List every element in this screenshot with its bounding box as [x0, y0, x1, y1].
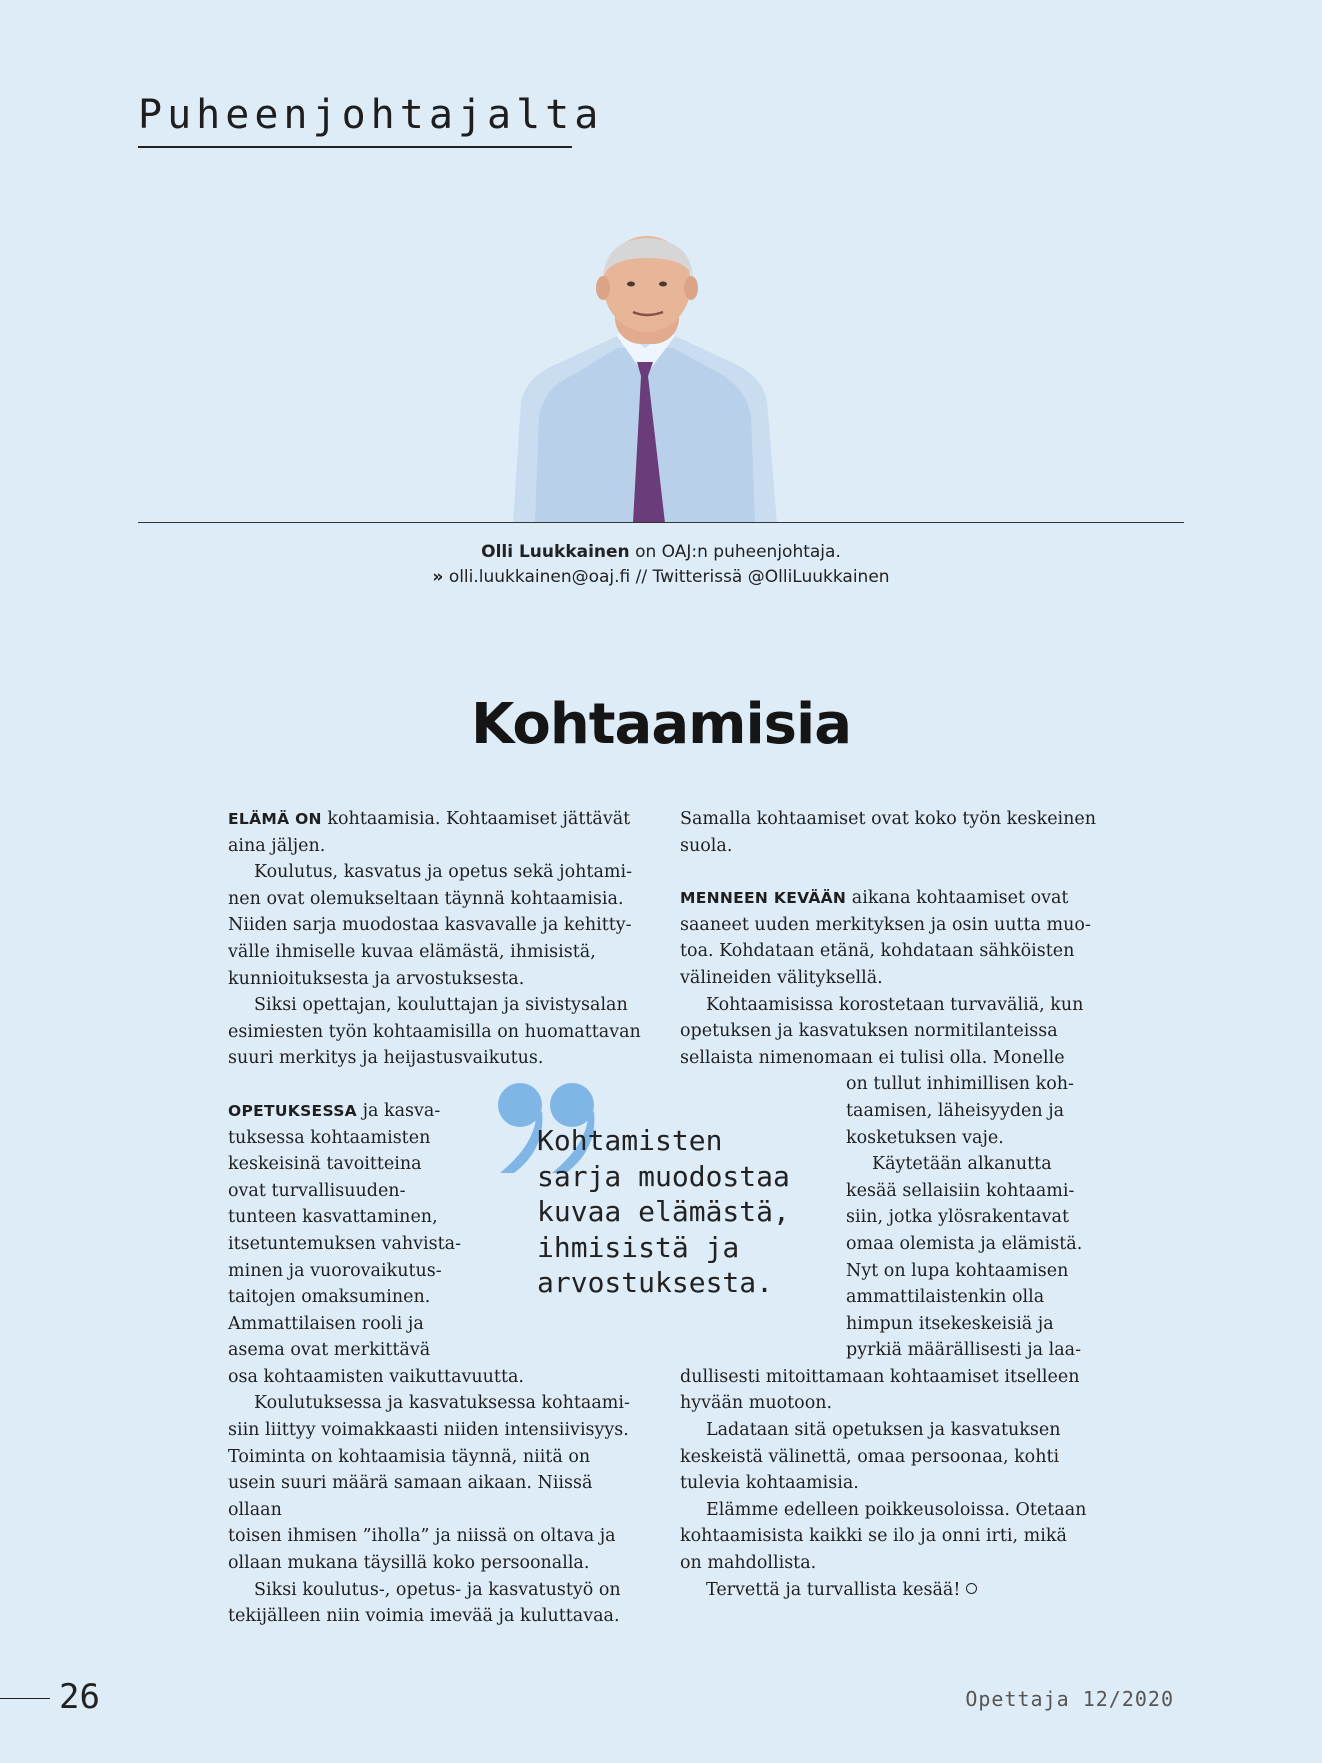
section-title: Puheenjohtajalta: [138, 92, 604, 138]
text-line: keskeisinä tavoitteina: [228, 1154, 422, 1175]
folio-rule: [0, 1698, 50, 1699]
author-contact-line: [0, 567, 1322, 587]
author-name: Olli Luukkainen: [481, 542, 630, 562]
text-line: opetuksen ja kasvatuksen normitilanteissa: [680, 1021, 1058, 1042]
text-line: suuri merkitys ja heijastusvaikutus.: [228, 1048, 544, 1069]
arrow-marker: »: [432, 567, 444, 587]
author-role: on OAJ:n puheenjohtaja.: [635, 542, 841, 562]
text-line: Toiminta on kohtaamisia täynnä, niitä on: [228, 1446, 591, 1467]
text-line: Koulutuksessa ja kasvatuksessa kohtaami-: [254, 1393, 630, 1414]
text-line: itsetuntemuksen vahvista-: [228, 1233, 462, 1254]
text-line: siin liittyy voimakkaasti niiden intensiivisyys.: [228, 1420, 629, 1441]
text-line: asema ovat merkittävä: [228, 1340, 431, 1361]
text-line: sellaista nimenomaan ei tulisi olla. Monelle: [680, 1047, 1065, 1068]
text-line: ja kasva-: [362, 1100, 441, 1121]
text-line: minen ja vuorovaikutus-: [228, 1260, 442, 1281]
magazine-issue: Opettaja 12/2020: [965, 1687, 1174, 1711]
text-line: hyvään muotoon.: [680, 1393, 833, 1414]
paragraph: [228, 859, 648, 992]
text-line: Käytetään alkanutta: [872, 1154, 1052, 1175]
text-line: pyrkiä määrällisesti ja laa-: [846, 1340, 1082, 1361]
text-line: Nyt on lupa kohtaamisen: [846, 1260, 1069, 1281]
text-line: omaa olemista ja elämistä.: [846, 1233, 1083, 1254]
pull-quote-line: sarja muodostaa: [537, 1159, 790, 1193]
text-line: kunnioituksesta ja arvostuksesta.: [228, 968, 525, 989]
paragraph: [228, 992, 648, 1072]
photo-baseline-rule: [138, 522, 1184, 523]
paragraph: [680, 1364, 1110, 1417]
text-line: Ammattilaisen rooli ja: [228, 1313, 424, 1334]
pull-quote-line: arvostuksesta.: [537, 1266, 774, 1299]
text-line: toisen ihmisen ”iholla” ja niissä on oltava ja: [228, 1526, 616, 1547]
author-contact[interactable]: olli.luukkainen@oaj.fi // Twitterissä @OlliLuukkainen: [448, 567, 890, 587]
text-line: nen ovat olemukseltaan täynnä kohtaamisia.: [228, 888, 624, 909]
text-line: usein suuri määrä samaan aikaan. Niissä ollaan: [228, 1473, 593, 1520]
pull-quote-line: kuvaa elämästä,: [537, 1195, 790, 1228]
lead-in: ELÄMÄ ON: [228, 810, 322, 828]
text-line: aikana kohtaamiset ovat: [851, 888, 1069, 909]
text-line: Ladataan sitä opetuksen ja kasvatuksen: [706, 1420, 1061, 1441]
paragraph: [680, 885, 1110, 991]
text-line: esimiesten työn kohtaamisilla on huomattavan: [228, 1021, 641, 1042]
text-line: on tullut inhimillisen koh-: [846, 1074, 1074, 1095]
paragraph: [228, 1390, 648, 1576]
text-line: toa. Kohdataan etänä, kohdataan sähköisten: [680, 941, 1075, 962]
text-line: dullisesti mitoittamaan kohtaamiset itselleen: [680, 1366, 1080, 1387]
text-line: kosketuksen vaje.: [846, 1127, 1004, 1148]
author-portrait: [505, 236, 785, 523]
text-line: Siksi opettajan, kouluttajan ja sivistysalan: [254, 995, 628, 1016]
text-line: Siksi koulutus-, opetus- ja kasvatustyö on: [254, 1579, 621, 1600]
text-line: tuksessa kohtaamisten: [228, 1127, 431, 1148]
text-line: Elämme edelleen poikkeusoloissa. Otetaan: [706, 1499, 1087, 1520]
paragraph: [228, 1577, 648, 1630]
paragraph: [680, 1497, 1110, 1577]
text-line: himpun itsekeskeisiä ja: [846, 1313, 1054, 1334]
text-line: taitojen omaksuminen.: [228, 1287, 431, 1308]
paragraph: [228, 806, 648, 859]
text-line: Kohtaamisissa korostetaan turvaväliä, kun: [706, 994, 1084, 1015]
end-mark-icon: [966, 1583, 977, 1594]
text-line: kohtaamisia. Kohtaamiset jättävät: [327, 809, 631, 829]
text-line: Samalla kohtaamiset ovat koko työn keskeinen: [680, 809, 1097, 829]
text-line: välle ihmiselle kuvaa elämästä, ihmisistä,: [228, 941, 596, 962]
text-line: tulevia kohtaamisia.: [680, 1473, 859, 1494]
pull-quote: [537, 1123, 867, 1301]
author-byline: [0, 542, 1322, 562]
text-line: kesää sellaisiin kohtaami-: [846, 1180, 1075, 1201]
paragraph: [680, 806, 1110, 859]
text-line: välineiden välityksellä.: [680, 967, 883, 988]
paragraph: [680, 992, 1110, 1072]
article-headline: Kohtaamisia: [471, 692, 851, 757]
text-line: keskeistä välinettä, omaa persoonaa, kohti: [680, 1446, 1060, 1467]
pull-quote-line: Kohtamisten: [537, 1124, 723, 1157]
pull-quote-line: ihmisistä ja: [537, 1230, 740, 1264]
text-line: ovat turvallisuuden-: [228, 1180, 406, 1201]
text-line: suola.: [680, 835, 733, 856]
section-title-underline: [138, 146, 572, 148]
lead-in: MENNEEN KEVÄÄN: [680, 889, 847, 908]
text-line: tekijälleen niin voimia imevää ja kuluttavaa.: [228, 1606, 620, 1627]
text-line: osa kohtaamisten vaikuttavuutta.: [228, 1366, 524, 1387]
text-line: saaneet uuden merkityksen ja osin uutta muo-: [680, 914, 1091, 935]
text-line: Koulutus, kasvatus ja opetus sekä johtami-: [254, 862, 632, 883]
text-line: ollaan mukana täysillä koko persoonalla.: [228, 1553, 590, 1574]
text-line: aina jäljen.: [228, 835, 326, 856]
text-line: taamisen, läheisyyden ja: [846, 1100, 1065, 1121]
paragraph: [680, 1577, 1110, 1604]
text-line: on mahdollista.: [680, 1553, 817, 1574]
text-line: kohtaamisista kaikki se ilo ja onni irti, mikä: [680, 1526, 1067, 1547]
text-line: Niiden sarja muodostaa kasvavalle ja kehitty-: [228, 915, 632, 936]
closing-line: Tervettä ja turvallista kesää!: [706, 1579, 961, 1600]
text-line: siin, jotka ylösrakentavat: [846, 1207, 1070, 1228]
lead-in: OPETUKSESSA: [228, 1101, 357, 1120]
page-number: 26: [59, 1677, 100, 1717]
text-line: tunteen kasvattaminen,: [228, 1207, 438, 1228]
paragraph: [680, 1417, 1110, 1497]
text-line: ammattilaistenkin olla: [846, 1287, 1045, 1308]
